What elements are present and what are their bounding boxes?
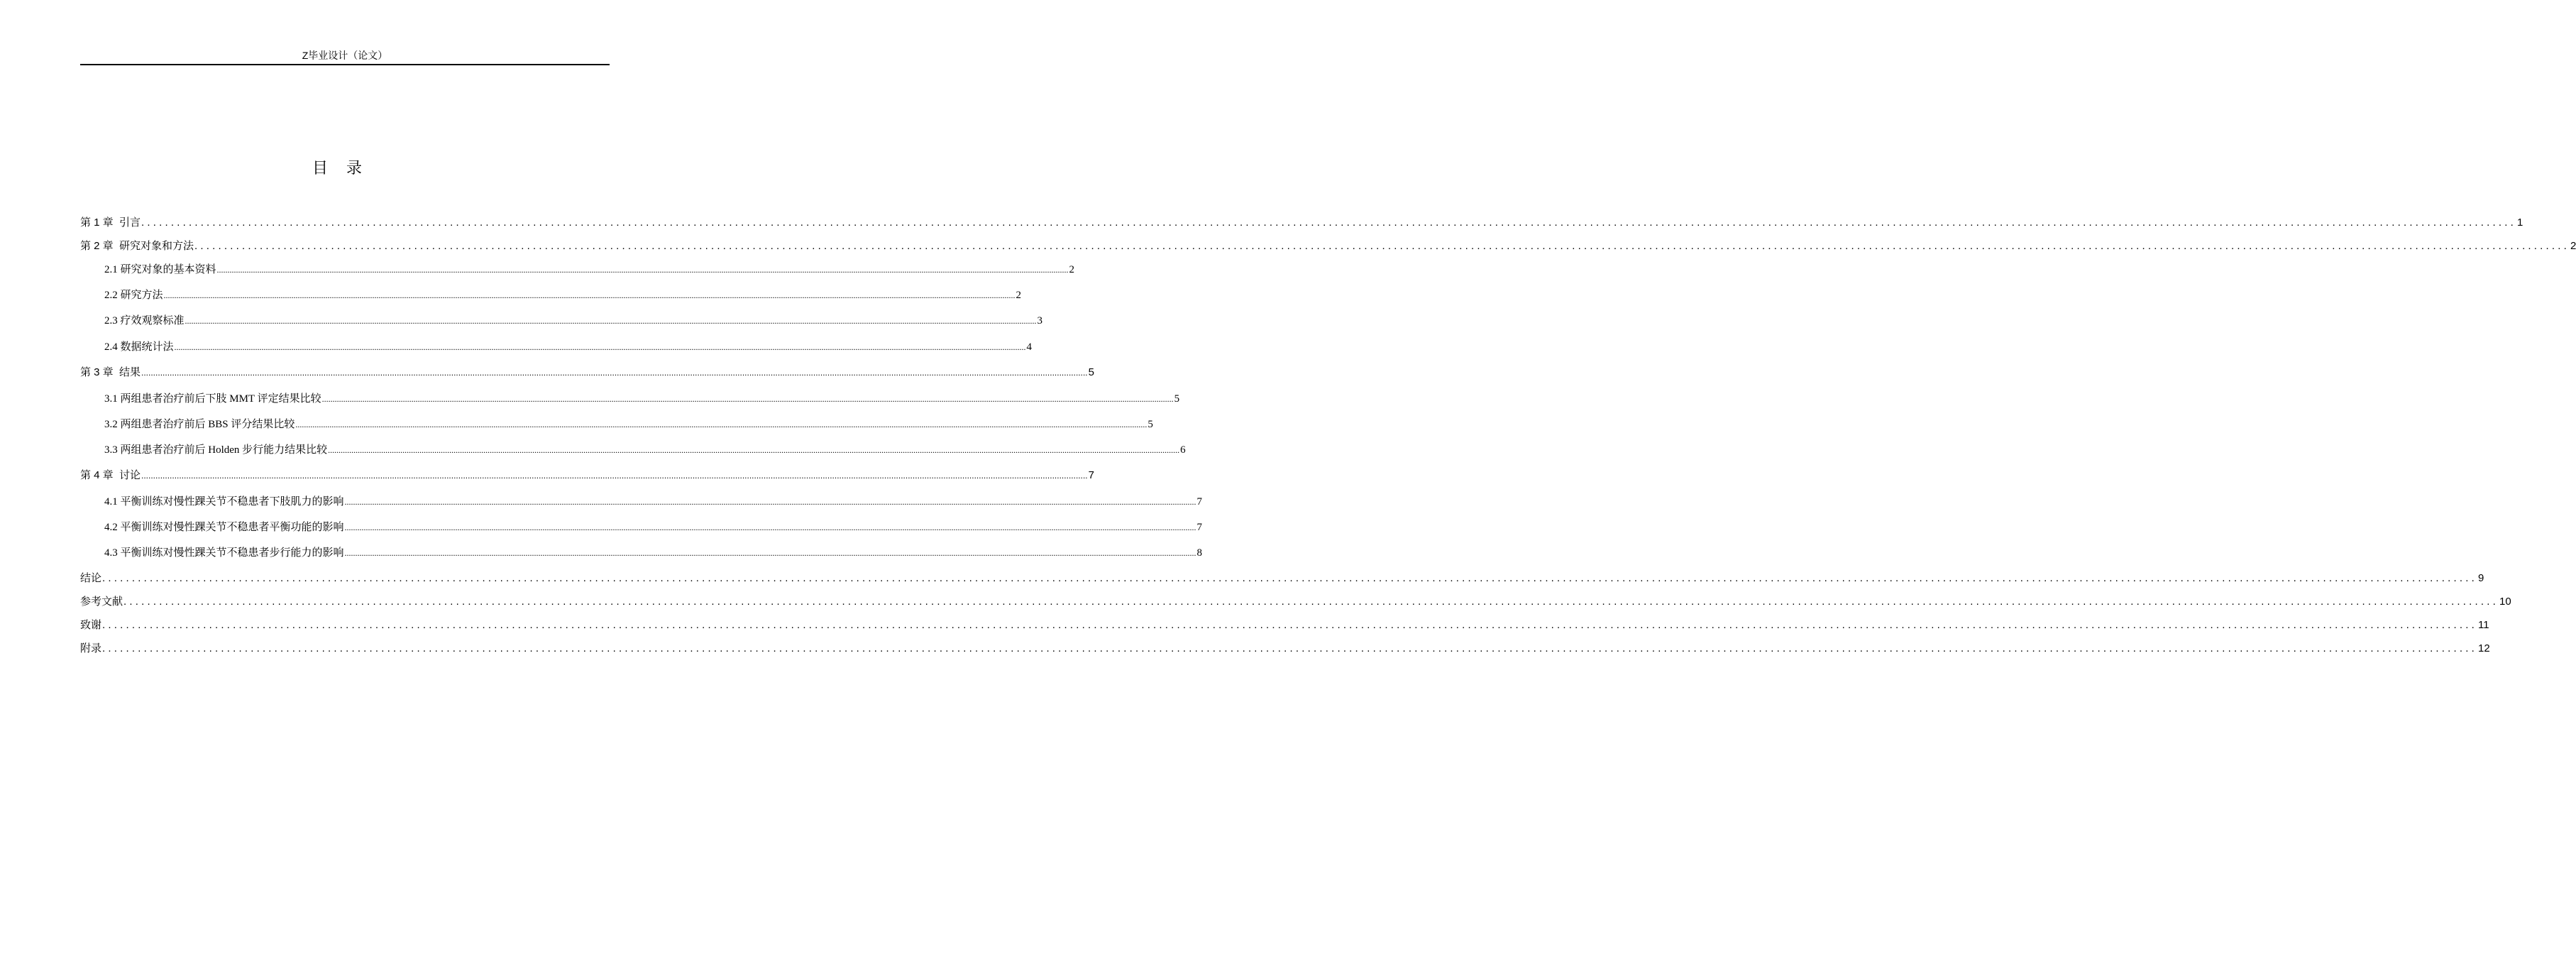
toc-entry[interactable] (80, 641, 2490, 657)
dot-leader: ................................................................................................................................................................................................................................................................................................................................................................................................................ (141, 216, 2517, 229)
dot-leader: ................................................................................................................................................................................................................................................................................................................................................................................................................ (321, 394, 1174, 404)
toc-entry-label: 结论 (80, 572, 102, 584)
toc-entry-page: 4 (1026, 341, 1033, 353)
toc-entry[interactable] (104, 313, 1043, 329)
toc-entry-label: 2.1 研究对象的基本资料 (104, 264, 216, 275)
toc-entry-page: 3 (1037, 315, 1043, 327)
toc-entry-label: 参考文献 (80, 596, 123, 608)
dot-leader: ................................................................................................................................................................................................................................................................................................................................................................................................................ (141, 368, 1088, 378)
header-divider (80, 64, 610, 65)
dot-leader: ................................................................................................................................................................................................................................................................................................................................................................................................................ (174, 342, 1026, 352)
dot-leader: ................................................................................................................................................................................................................................................................................................................................................................................................................ (344, 548, 1196, 558)
dot-leader: ................................................................................................................................................................................................................................................................................................................................................................................................................ (102, 619, 2478, 631)
toc-entry-label: 2.4 数据统计法 (104, 341, 174, 353)
toc-entry-label: 第 2 章 研究对象和方法 (80, 240, 194, 252)
toc-entry[interactable] (80, 238, 2576, 254)
toc-entry[interactable] (104, 339, 1033, 355)
toc-entry[interactable] (104, 520, 1203, 535)
toc-entry-label: 4.1 平衡训练对慢性踝关节不稳患者下肢肌力的影响 (104, 496, 344, 508)
toc-entry-page: 2 (1015, 290, 1022, 301)
dot-leader: ................................................................................................................................................................................................................................................................................................................................................................................................................ (295, 420, 1147, 429)
toc-entry-page: 6 (1180, 444, 1186, 456)
toc-entry[interactable] (80, 215, 2523, 231)
toc-entry[interactable] (104, 494, 1203, 510)
toc-entry-label: 2.2 研究方法 (104, 290, 163, 301)
toc-entry-page: 7 (1196, 496, 1203, 508)
dot-leader: ................................................................................................................................................................................................................................................................................................................................................................................................................ (102, 572, 2478, 584)
toc-entry-page: 1 (2517, 216, 2523, 229)
toc-entry-label: 2.3 疗效观察标准 (104, 315, 185, 327)
toc-entry[interactable] (104, 391, 1180, 407)
toc-entry-label: 3.2 两组患者治疗前后 BBS 评分结果比较 (104, 419, 295, 430)
toc-entry-page: 2 (1069, 264, 1075, 275)
toc-entry[interactable] (104, 442, 1186, 458)
toc-entry-label: 附录 (80, 642, 102, 654)
toc-entry[interactable] (104, 262, 1075, 278)
dot-leader: ................................................................................................................................................................................................................................................................................................................................................................................................................ (102, 642, 2478, 654)
toc-entry[interactable] (80, 571, 2484, 586)
dot-leader: ................................................................................................................................................................................................................................................................................................................................................................................................................ (123, 596, 2499, 608)
toc-entry[interactable] (104, 287, 1022, 303)
dot-leader: ................................................................................................................................................................................................................................................................................................................................................................................................................ (194, 240, 2570, 252)
page-header: Z毕业设计（论文） (302, 50, 388, 61)
toc-entry-page: 5 (1088, 366, 1094, 378)
toc-entry-page: 11 (2478, 619, 2489, 631)
dot-leader: ................................................................................................................................................................................................................................................................................................................................................................................................................ (344, 497, 1196, 507)
toc-title: 目录 (312, 159, 380, 177)
toc-entry-page: 7 (1088, 469, 1094, 481)
toc-entry-page: 8 (1196, 547, 1203, 559)
toc-entry-label: 4.2 平衡训练对慢性踝关节不稳患者平衡功能的影响 (104, 522, 344, 533)
toc-entry[interactable] (104, 417, 1153, 432)
dot-leader: ................................................................................................................................................................................................................................................................................................................................................................................................................ (185, 316, 1037, 326)
dot-leader: ................................................................................................................................................................................................................................................................................................................................................................................................................ (141, 471, 1088, 481)
toc-entry[interactable] (80, 468, 1094, 483)
toc-entry[interactable] (80, 594, 2511, 610)
toc-entry-page: 5 (1174, 393, 1180, 405)
dot-leader: ................................................................................................................................................................................................................................................................................................................................................................................................................ (328, 445, 1180, 455)
dot-leader: ................................................................................................................................................................................................................................................................................................................................................................................................................ (344, 522, 1196, 532)
toc-entry-page: 7 (1196, 522, 1203, 533)
toc-entry[interactable] (80, 365, 1094, 380)
toc-entry-label: 3.3 两组患者治疗前后 Holden 步行能力结果比较 (104, 444, 328, 456)
toc-entry-page: 2 (2570, 240, 2576, 252)
toc-entry[interactable] (80, 618, 2489, 633)
toc-entry-page: 12 (2478, 642, 2490, 654)
dot-leader: ................................................................................................................................................................................................................................................................................................................................................................................................................ (163, 290, 1015, 300)
toc-entry-label: 致谢 (80, 619, 102, 631)
toc-entry-page: 10 (2499, 596, 2511, 608)
toc-entry-label: 第 1 章 引言 (80, 216, 141, 229)
toc-entry-label: 第 4 章 讨论 (80, 469, 141, 481)
toc-entry-label: 4.3 平衡训练对慢性踝关节不稳患者步行能力的影响 (104, 547, 344, 559)
toc-entry-page: 5 (1147, 419, 1153, 430)
toc-entry-label: 第 3 章 结果 (80, 366, 141, 378)
toc-entry-page: 9 (2478, 572, 2484, 584)
toc-entry-label: 3.1 两组患者治疗前后下肢 MMT 评定结果比较 (104, 393, 321, 405)
dot-leader: ................................................................................................................................................................................................................................................................................................................................................................................................................ (216, 265, 1069, 275)
toc-entry[interactable] (104, 545, 1203, 561)
